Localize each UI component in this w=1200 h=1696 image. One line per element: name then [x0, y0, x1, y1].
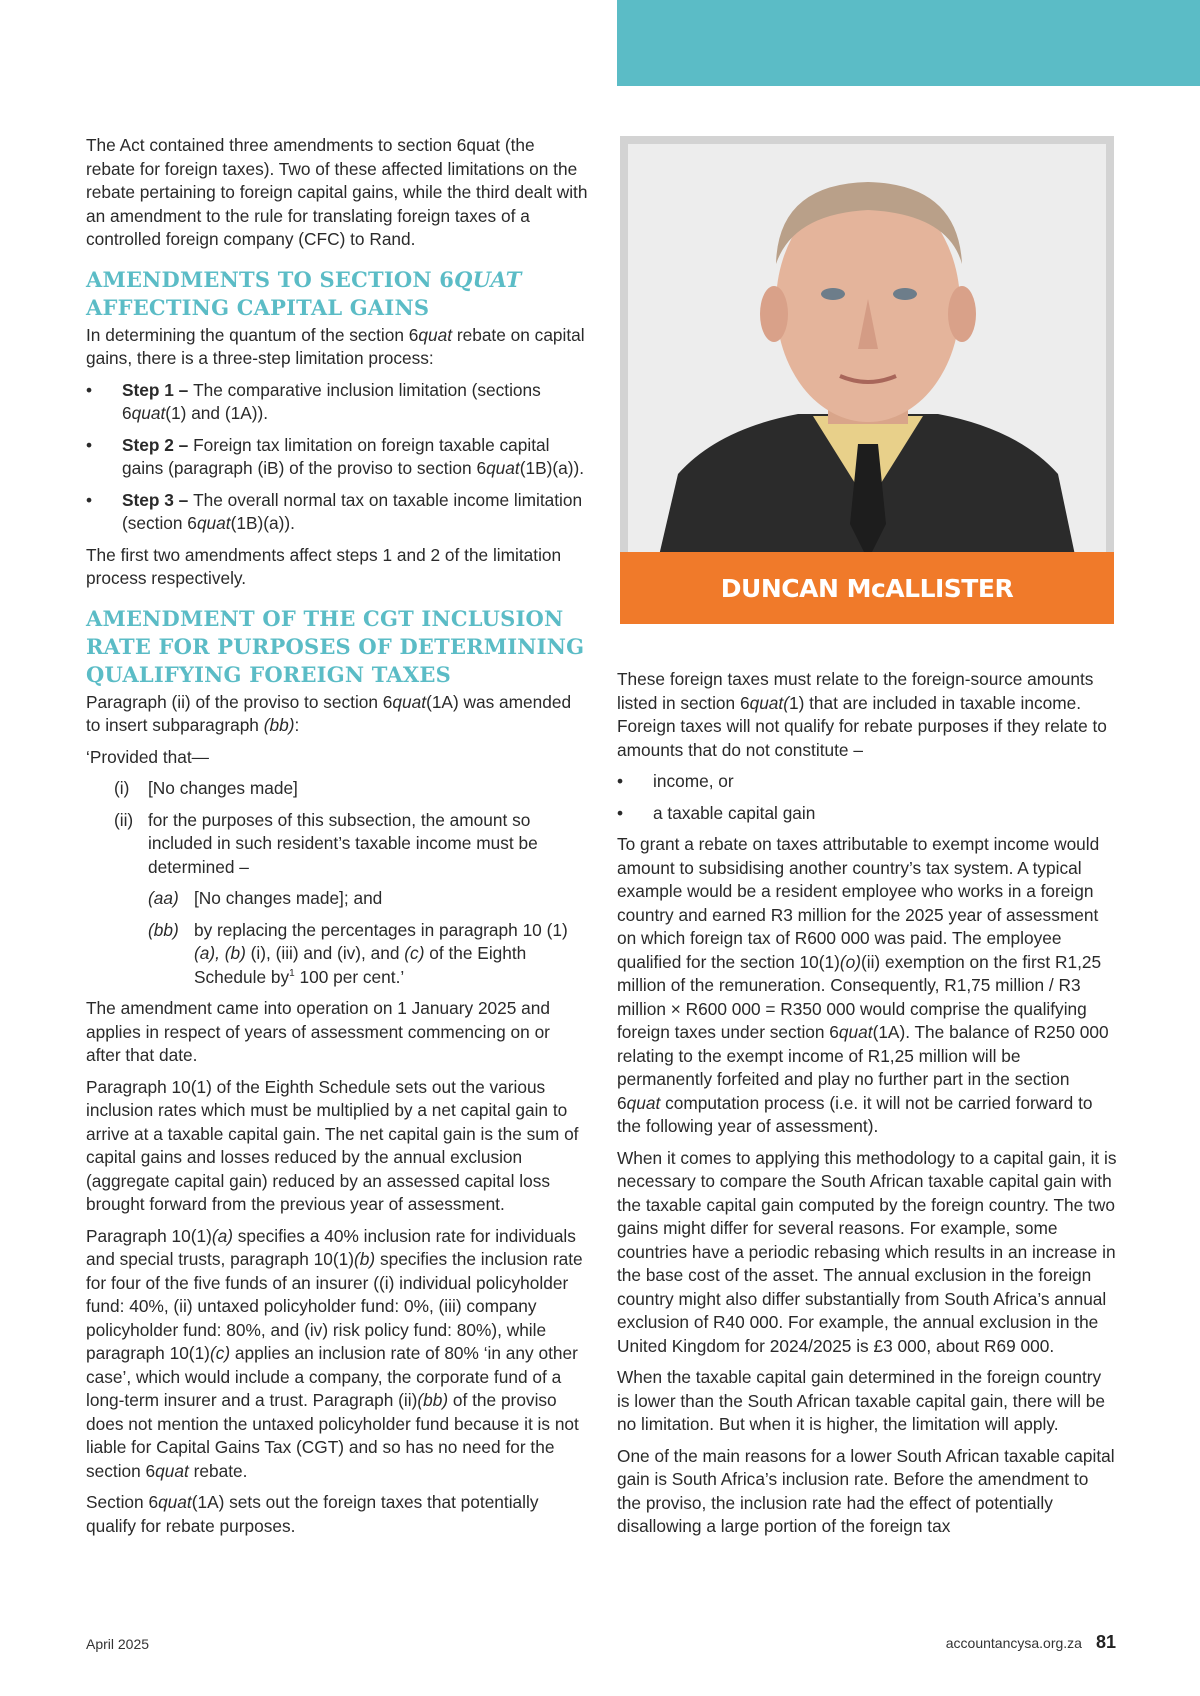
proviso-item-i: (i) [No changes made] — [114, 778, 298, 798]
heading-cgt-inclusion-rate: AMENDMENT OF THE CGT INCLUSION RATE FOR PURPOSES OF DETERMINING QUALIFYING FOREIGN TAXES — [86, 605, 585, 687]
list-item: • income, or — [617, 770, 1117, 794]
proviso-item-ii: (ii) for the purposes of this subsection, the amount so included in such resident’s taxable income must be determined – — [114, 809, 538, 877]
paragraph-three-step: In determining the quantum of the section 6quat rebate on capital gains, there is a three-step limitation process: — [86, 324, 585, 368]
list-item: • Step 2 – Foreign tax limitation on foreign taxable capital gains (paragraph (iB) of the proviso to section 6quat(1B)(a)). — [86, 434, 588, 481]
proviso-subitem-bb: (bb) by replacing the percentages in paragraph 10 (1) (a), (b) (i), (iii) and (iv), and (c) of the Eighth Schedule $by^1$ 100 per cent.’ — [148, 919, 568, 987]
paragraph-main-reasons: One of the main reasons for a lower South African taxable capital gain is South Africa’s inclusion rate. Before the amendment to the proviso, the inclusion rate had the effect of potentially disallowing a large portion of the foreign tax — [617, 1445, 1115, 1536]
paragraph-limitation: When the taxable capital gain determined in the foreign country is lower than the South African taxable capital gain, there will be no limitation. But when it is higher, the limitation will apply. — [617, 1367, 1106, 1434]
page-number: 81 — [1095, 1632, 1116, 1652]
left-column — [86, 134, 588, 1546]
proviso-open: ‘Provided that— — [86, 746, 209, 767]
author-photo — [628, 144, 1106, 560]
list-item: • a taxable capital gain — [617, 802, 1117, 826]
footer-site — [946, 1632, 1116, 1653]
paragraph-first-two-amendments: The first two amendments affect steps 1 and 2 of the limitation process respectively. — [86, 544, 562, 588]
paragraph-proviso-intro: Paragraph (ii) of the proviso to section 6quat(1A) was amended to insert subparagraph (bb): — [86, 691, 572, 735]
paragraph-methodology: When it comes to applying this methodology to a capital gain, it is necessary to compare the South African taxable capital gain with the taxable capital gain computed by the foreign country. The two gains might differ for several reasons. For example, some countries have a periodic rebasing which results in an increase in the base cost of the asset. The annual exclusion in the foreign country might also differ substantially from South Africa’s annual exclusion of R40 000. For example, the annual exclusion in the United Kingdom for 2024/2025 is £3 000, about R69 000. — [617, 1147, 1117, 1356]
right-column — [617, 668, 1117, 1547]
footnote-marker: 1 — [289, 967, 295, 979]
footer-date: April 2025 — [86, 1636, 150, 1652]
header-color-band — [617, 0, 1200, 86]
paragraph-eighth-schedule: Paragraph 10(1) of the Eighth Schedule sets out the various inclusion rates which must be multiplied by a net capital gain to arrive at a taxable capital gain. The net capital gain is the sum of capital gains and losses reduced by the annual exclusion (aggregate capital gain) reduced by an assessed capital loss brought forward from the previous year of assessment. — [86, 1076, 579, 1214]
list-item: • Step 3 – The overall normal tax on taxable income limitation (section 6quat(1B)(a)). — [86, 489, 588, 536]
author-name-banner: DUNCAN McALLISTER — [620, 552, 1114, 624]
paragraph-foreign-source: These foreign taxes must relate to the foreign-source amounts listed in section 6quat(1) that are included in taxable income. Foreign taxes will not qualify for rebate purposes if they relate to amounts that do not constitute – — [617, 669, 1107, 760]
paragraph-exempt-income-example: To grant a rebate on taxes attributable to exempt income would amount to subsidising another country’s tax system. A typical example would be a resident employee who works in a foreign country and earned R3 million for the 2025 year of assessment on which foreign tax of R600 000 was paid. The employee qualified for the section 10(1)(o)(ii) exemption on the first R1,25 million of the remuneration. Consequently, R1,75 million / R3 million × R600 000 = R350 000 would comprise the qualifying foreign taxes under section 6quat(1A). The balance of R250 000 relating to the exempt income of R1,25 million will be permanently forfeited and play no further part in the section 6quat computation process (i.e. it will not be carried forward to the following year of assessment). — [617, 834, 1109, 1136]
author-photo-frame — [620, 136, 1114, 624]
paragraph-inclusion-rates: Paragraph 10(1)(a) specifies a 40% inclusion rate for individuals and special trusts, paragraph 10(1)(b) specifies the inclusion rate for four of the five funds of an insurer ((i) individual policyholder fund: 40%, (ii) untaxed policyholder fund: 0%, (iii) company policyholder fund: 80%, and (iv) risk policy fund: 80%), while paragraph 10(1)(c) applies an inclusion rate of 80% ‘in any other case’, which would include a company, the corporate fund of a long-term insurer and a trust. Paragraph (ii)(bb) of the proviso does not mention the untaxed policyholder fund because it is not liable for Capital Gains Tax (CGT) and so has no need for the section 6quat rebate. — [86, 1225, 583, 1481]
intro-paragraph: The Act contained three amendments to section 6quat (the rebate for foreign taxes). Two of these affected limitations on the rebate pertaining to foreign capital gains, while the third dealt with an amendment to the rule for translating foreign taxes of a controlled foreign company (CFC) to Rand. — [86, 135, 588, 249]
list-item: • Step 1 – The comparative inclusion limitation (sections 6quat(1) and (1A)). — [86, 379, 588, 426]
paragraph-operation-date: The amendment came into operation on 1 January 2025 and applies in respect of years of assessment commencing on or after that date. — [86, 998, 551, 1065]
amount-types-list — [617, 770, 1117, 825]
steps-list — [86, 379, 588, 536]
proviso-subitem-aa: (aa) [No changes made]; and — [148, 888, 383, 908]
portrait-illustration — [628, 144, 1106, 560]
footer-url: accountancysa.org.za — [945, 1635, 1082, 1651]
paragraph-section-1a: Section 6quat(1A) sets out the foreign taxes that potentially qualify for rebate purposes. — [86, 1492, 539, 1536]
heading-amendments-capital-gains: AMENDMENTS TO SECTION 6QUAT AFFECTING CAPITAL GAINS — [86, 266, 522, 320]
